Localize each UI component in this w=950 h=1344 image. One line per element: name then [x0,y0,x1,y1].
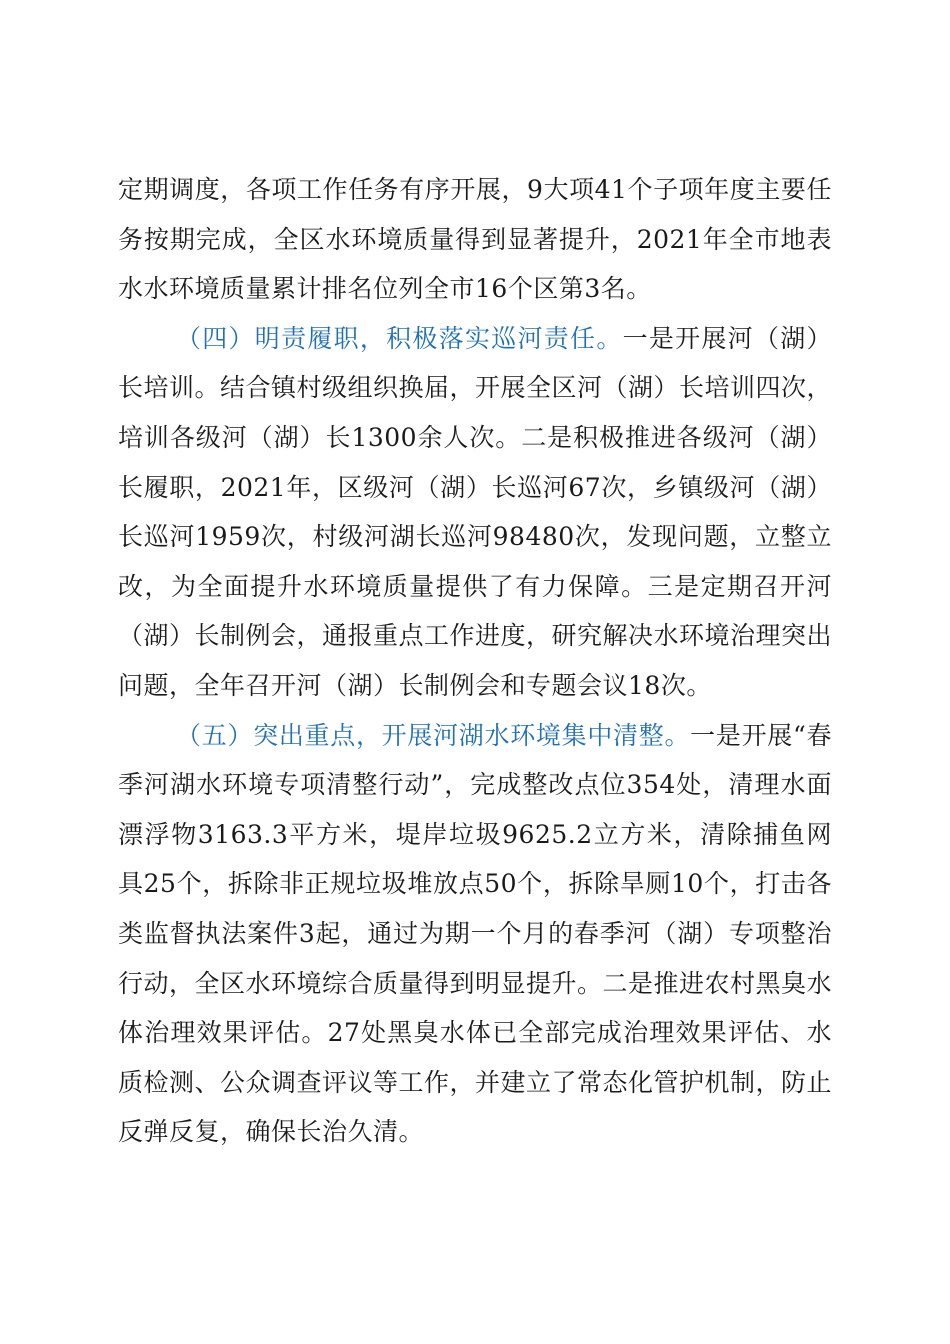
section-heading: （四）明责履职，积极落实巡河责任。 [176,323,623,353]
paragraph-text: 定期调度，各项工作任务有序开展，9大项41个子项年度主要任务按期完成，全区水环境质量得到显著提升，2021年全市地表水水环境质量累计排名位列全市16个区第3名。 [118,175,832,304]
paragraph-section-four [118,314,832,711]
paragraph-text: 一是开展河（湖）长培训。结合镇村级组织换届，开展全区河（湖）长培训四次，培训各级河（湖）长1300余人次。二是积极推进各级河（湖）长履职，2021年，区级河（湖）长巡河67次，乡镇级河（湖）长巡河1959次，村级河湖长巡河98480次，发现问题，立整立改，为全面提升水环境质量提供了有力保障。三是定期召开河（湖）长制例会，通报重点工作进度，研究解决水环境治理突出问题，全年召开河（湖）长制例会和专题会议18次。 [118,323,833,700]
document-body [118,165,832,1157]
section-heading: （五）突出重点，开展河湖水环境集中清整。 [176,720,691,750]
paragraph-text: 一是开展“春季河湖水环境专项清整行动”，完成整改点位354处，清理水面漂浮物3163.3平方米，堤岸垃圾9625.2立方米，清除捕鱼网具25个，拆除非正规垃圾堆放点50个，拆除旱厕10个，打击各类监督执法案件3起，通过为期一个月的春季河（湖）专项整治行动，全区水环境综合质量得到明显提升。二是推进农村黑臭水体治理效果评估。27处黑臭水体已全部完成治理效果评估、水质检测、公众调查评议等工作，并建立了常态化管护机制，防止反弹反复，确保长治久清。 [118,720,833,1147]
paragraph-continuation [118,165,832,314]
paragraph-section-five [118,711,832,1157]
